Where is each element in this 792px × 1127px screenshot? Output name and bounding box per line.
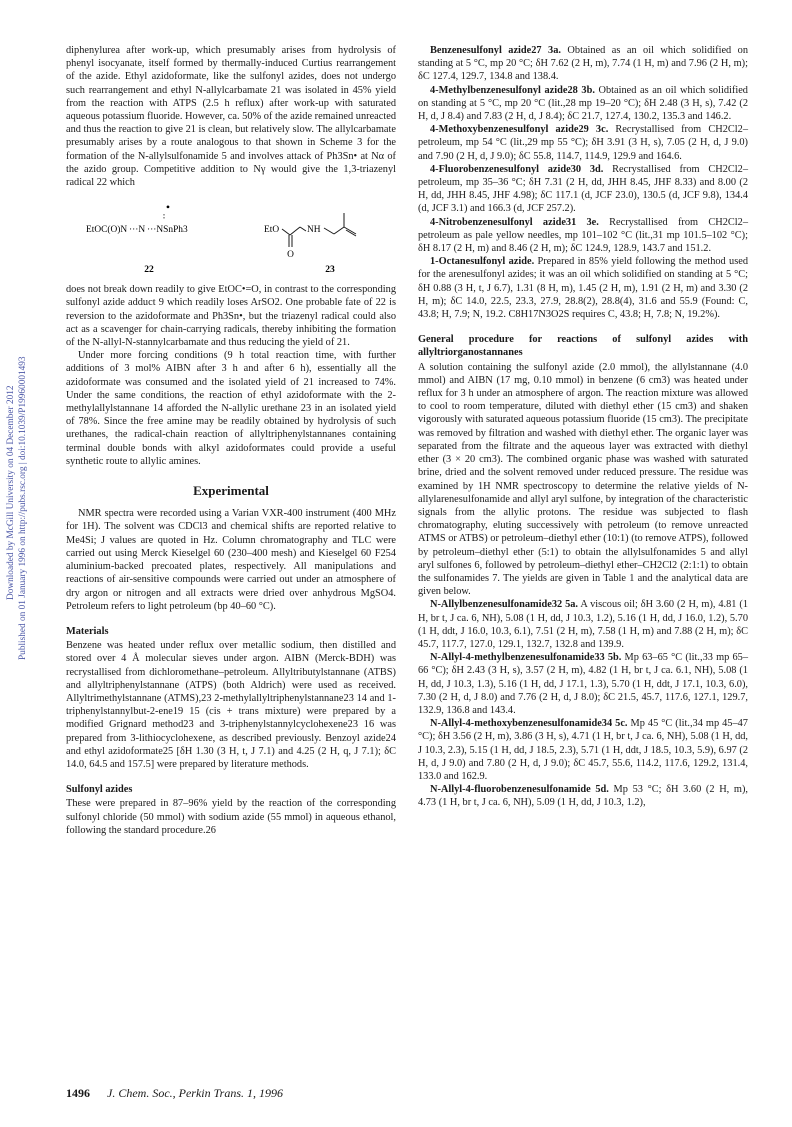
structure-22-label: 22: [144, 264, 154, 276]
compound-data: Obtained as an oil which solidified on standing at 5 °C, mp 20 °C (lit.,28 mp 19–20 °C); δH 2.48 (3 H, s), 7.42 (2 H, d, J 8.4) and 7.83 (2 H, d, J 8.4); δC 21.7, 127.4, 130.2, 135.3 and 146.2.: [418, 84, 748, 123]
subsection-title-general-procedure: General procedure for reactions of sulfonyl azides with allyltriorganostannanes: [418, 334, 748, 359]
compound-data: Recrystallised from CH2Cl2–petroleum as pale yellow needles, mp 101–102 °C (lit.,31 mp 101.5–102 °C); δH 8.17 (2 H, m) and 8.46 (2 H, m); δC 124.9, 128.9, 143.7 and 151.2.: [418, 216, 748, 255]
structure-23-ethoxy: EtO: [264, 225, 280, 236]
paragraph: Benzene was heated under reflux over metallic sodium, then distilled and stored over 4 Å molecular sieves under argon. AIBN (Merck-BDH) was recrystallised from dichloromethane–petroleum. Allyltributylstannane (ATBS) and allyltriphenylstannane (ATPS) (both Aldrich) were used as received. Allyltrimethylstannane (ATMS),23 2-methylallyltriphenylstannane23 14 and 1-triphenylstannylbut-2-ene19 15 (cis + trans mixture) were prepared by a modified Grignard method23 and 3-triphenylstannylcyclohexene23 16 was prepared from 3-lithiocyclohexene, as described previously. Benzoyl azide24 and ethyl azidoformate25 [δH 1.30 (3 H, t, J 7.1) and 4.25 (2 H, q, J 7.1); δC 14.0, 64.5 and 157.5] were prepared by literature methods.: [66, 640, 396, 770]
compound-data: Recrystallised from CH2Cl2–petroleum, mp 54 °C (lit.,29 mp 55 °C); δH 3.91 (3 H, s), 7.05 (2 H, d, J 9.0) and 7.90 (2 H, d, J 9.0); δC 55.8, 114.7, 114.9, 129.9 and 164.6.: [418, 124, 748, 162]
paragraph: Under more forcing conditions (9 h total reaction time, with further additions of 3 mol% AIBN after 3 h and after 6 h), essentially all the azidoformate was consumed and the isolated yield of 21 increased to 74%. Under the same conditions, the reaction of ethyl azidoformate with the 2-methylallylstannane 14 afforded the N-allylic urethane 23 in an isolated yield of 78%. Since the free amine may be readily obtained by hydrolysis of such urethanes, the radical-chain reaction of allyltriphenylstannanes containing terminal double bonds with alkyl azidoformates could provide a useful synthetic route to allylic amines.: [66, 350, 396, 467]
compound-name: 4-Nitrobenzenesulfonyl azide31 3e.: [430, 216, 599, 228]
paragraph: NMR spectra were recorded using a Varian VXR-400 instrument (400 MHz for 1H). The solvent was CDCl3 and chemical shifts are reported relative to Me4Si; J values are quoted in Hz. Column chromatography and TLC were carried out using Merck Kieselgel 60 (230–400 mesh) and Kieselgel 60 F254 aluminium-backed precoated plates, respectively. All manipulations and reactions of air-sensitive compounds were carried out under an atmosphere of dry argon or nitrogen and all extracts were dried over anhydrous MgSO4. Petroleum refers to light petroleum (bp 40–60 °C).: [66, 508, 396, 612]
structures-22-23: [66, 197, 396, 279]
watermark-downloaded: Downloaded by McGill University on 04 December 2012: [6, 385, 16, 600]
compound-entry: [418, 783, 748, 809]
radical-dot: •: [165, 200, 171, 215]
structure-23-nh: NH: [307, 225, 321, 236]
download-watermark: [2, 300, 28, 820]
watermark-published: Published on 01 January 1996 on http://pubs.rsc.org | doi:10.1039/P19960001493: [18, 356, 28, 660]
left-column: [66, 44, 396, 837]
subsection-title-sulfonyl-azides: Sulfonyl azides: [66, 784, 133, 796]
compound-name: 4-Fluorobenzenesulfonyl azide30 3d.: [430, 163, 604, 175]
compound-data: Mp 63–65 °C (lit.,33 mp 65–66 °C); δH 2.43 (3 H, s), 3.57 (2 H, m), 4.82 (1 H, br t, J ca. 6.1, NH), 5.08 (1 H, dd, J 10.3, 1.3), 5.16 (1 H, dd, J 17.1, 1.3), 5.70 (1 H, ddt, J 17.1, 10.3, 6.0), 7.30 (2 H, d, J 8.0) and 7.76 (2 H, d, J 8.0); δC 21.5, 45.7, 117.6, 127.1, 129.7, 132.9, 136.8 and 143.4.: [418, 652, 748, 716]
compound-data: Mp 53 °C; δH 3.60 (2 H, m), 4.73 (1 H, br t, J ca. 6, NH), 5.09 (1 H, dd, J 10.3, 1.2),: [418, 784, 748, 809]
structure-drawing: [66, 197, 396, 279]
compound-entry: [418, 163, 748, 216]
compound-name: 1-Octanesulfonyl azide.: [430, 256, 535, 268]
right-column: [418, 44, 748, 810]
paragraph: These were prepared in 87–96% yield by the reaction of the corresponding sulfonyl chloride (50 mmol) with sodium azide (55 mmol) in aqueous ethanol, following the standard procedure.26: [66, 798, 396, 836]
paragraph: diphenylurea after work-up, which presumably arises from hydrolysis of phenyl isocyanate, itself formed by thermally-induced Curtius rearrangement of the azide. Ethyl azidoformate, like the sulfonyl azides, does not undergo such rearrangement and ethyl N-allylcarbamate 21 was isolated in 45% yield from the reaction with ATPS (2.5 h reflux) after work-up with saturated aqueous potassium fluoride. However, ca. 50% of the azide remained unreacted and thus the reaction to give 21 is clean, but relatively slow. The allylcarbamate presumably arises by a route analogous to that shown in Scheme 3 for the formation of the N-allylsulfonamide 5 and involves attack of Ph3Sn• at Nα of the azido group. Competitive addition to Nγ would give the 1,3-triazenyl radical 22 which: [66, 45, 396, 189]
paragraph: A solution containing the sulfonyl azide (2.0 mmol), the allylstannane (4.0 mmol) and AIBN (17 mg, 0.10 mmol) in benzene (6 cm3) was heated under reflux for 3 h under an atmosphere of argon. The reaction mixture was allowed to cool to room temperature, diluted with diethyl ether (15 cm3) and shaken vigorously with saturated aqueous potassium fluoride (15 cm3). The precipitate was removed by filtration and washed with diethyl ether. The organic layer was separated from the filtrate and the aqueous layer was extracted with diethyl ether (3 × 20 cm3). The combined organic phase was washed with saturated brine, dried and the solvent removed under reduced pressure. The residue was examined by 1H NMR spectroscopy to determine the relative yields of N-allylarenesulfonamide and allyl aryl sulfone, by integration of the characteristic signals from the allylic protons. The residue was subjected to flash chromatography, eluting successively with petroleum (to remove unreacted ATMS or ATBS) or petroleum–diethyl ether (10:1) (to remove ATPS), followed by petroleum–diethyl ether (5:1) to obtain the allylsulfonamides 5 and allyl aryl sulfones 6, followed by petroleum–diethyl ether–CH2Cl2 (2:1:1) to obtain the sulfonamides 7. The yields are given in Table 1 and the analytical data are given below.: [418, 361, 748, 598]
compound-entry: [418, 123, 748, 163]
compound-name: N-Allyl-4-methoxybenzenesulfonamide34 5c.: [430, 718, 628, 730]
compound-data: Obtained as an oil which solidified on standing at 5 °C, mp 20 °C; δH 7.62 (2 H, m), 7.74 (1 H, m) and 7.96 (2 H, m); δC 127.4, 129.7, 134.8 and 138.4.: [418, 45, 748, 83]
compound-name: 4-Methylbenzenesulfonyl azide28 3b.: [430, 84, 595, 96]
structure-23-oxygen: O: [287, 250, 294, 261]
page-footer: [66, 1086, 283, 1101]
compound-entry: [418, 255, 748, 321]
compound-entry: [418, 717, 748, 783]
compound-name: N-Allylbenzenesulfonamide32 5a.: [430, 599, 578, 611]
subsection-title-materials: Materials: [66, 625, 109, 637]
compound-data: A viscous oil; δH 3.60 (2 H, m), 4.81 (1 H, br t, J ca. 6, NH), 5.08 (1 H, dd, J 10.3, 1.2), 5.16 (1 H, dd, J 16.0, 1.2), 5.70 (1 H, ddt, J 16.0, 10.3, 6.1), 7.51 (2 H, m), 7.58 (1 H, m) and 7.88 (2 H, m); δC 45.7, 117.7, 127.0, 129.1, 132.7, 132.8 and 139.9.: [418, 599, 748, 650]
compound-data: Mp 45 °C (lit.,34 mp 45–47 °C); δH 3.56 (2 H, m), 3.86 (3 H, s), 4.71 (1 H, br t, J ca. 6, NH), 5.08 (1 H, dd, J 10.3, 2.3), 5.15 (1 H, dd, J 18.5, 2.3), 5.71 (1 H, ddt, J 18.5, 10.3, 5.9), 6.97 (2 H, d, J 9.0) and 7.80 (2 H, d, J 9.0); δC 45.7, 55.6, 114.2, 117.6, 129.2, 131.4, 133.0 and 162.9.: [418, 718, 748, 782]
compound-entry: [418, 651, 748, 717]
compound-entry: [418, 84, 748, 124]
compound-data: Prepared in 85% yield following the method used for the arenesulfonyl azides; it was an oil which solidified on standing at 5 °C; δH 0.88 (3 H, t, J 6.7), 1.31 (8 H, m), 1.45 (2 H, m), 1.91 (2 H, m) and 3.30 (2 H, m); δC 14.0, 22.5, 23.3, 27.9, 28.8(2), 28.8(4), 31.6 and 55.9 (Found: C, 43.8; H, 7.9; N, 19.2. C8H17N3O2S requires C, 43.8; H, 7.8; N, 19.2%).: [418, 256, 749, 321]
structure-23-label: 23: [325, 264, 335, 276]
compound-name: N-Allyl-4-fluorobenzenesulfonamide 5d.: [430, 784, 609, 796]
structure-22-formula: EtOC(O)N ···N ···NSnPh3: [86, 225, 188, 236]
compound-entry: [418, 598, 748, 651]
compound-name: 4-Methoxybenzenesulfonyl azide29 3c.: [430, 124, 609, 136]
journal-citation: J. Chem. Soc., Perkin Trans. 1, 1996: [107, 1086, 283, 1100]
paragraph: does not break down readily to give EtOC•=O, in contrast to the corresponding sulfonyl azide adduct 9 which readily loses ArSO2. One probable fate of 22 is reversion to the azidoformate and Ph3Sn•, but the triazenyl radical could also act as a scavenger for chain-carrying radicals, thereby inhibiting the formation of the N-allyl-N-stannylcarbamate and thus reducing the yield of 21.: [66, 284, 396, 349]
compound-name: Benzenesulfonyl azide27 3a.: [430, 45, 561, 56]
compound-entry: [418, 216, 748, 256]
compound-entry: [418, 44, 748, 84]
compound-name: N-Allyl-4-methylbenzenesulfonamide33 5b.: [430, 652, 622, 664]
page-number: 1496: [66, 1086, 90, 1100]
section-title-experimental: Experimental: [193, 483, 269, 499]
compound-data: Recrystallised from CH2Cl2–petroleum, mp 35–36 °C; δH 7.31 (2 H, dd, JHH 8.45, JHF 8.33) and 8.00 (2 H, dd, JHH 8.45, JHF 4.98); δC 117.1 (d, JCF 23.0), 130.5 (d, JCF 9.8), 134.4 (d, JCF 3.1) and 166.3 (d, JCF 257.2).: [418, 163, 748, 215]
